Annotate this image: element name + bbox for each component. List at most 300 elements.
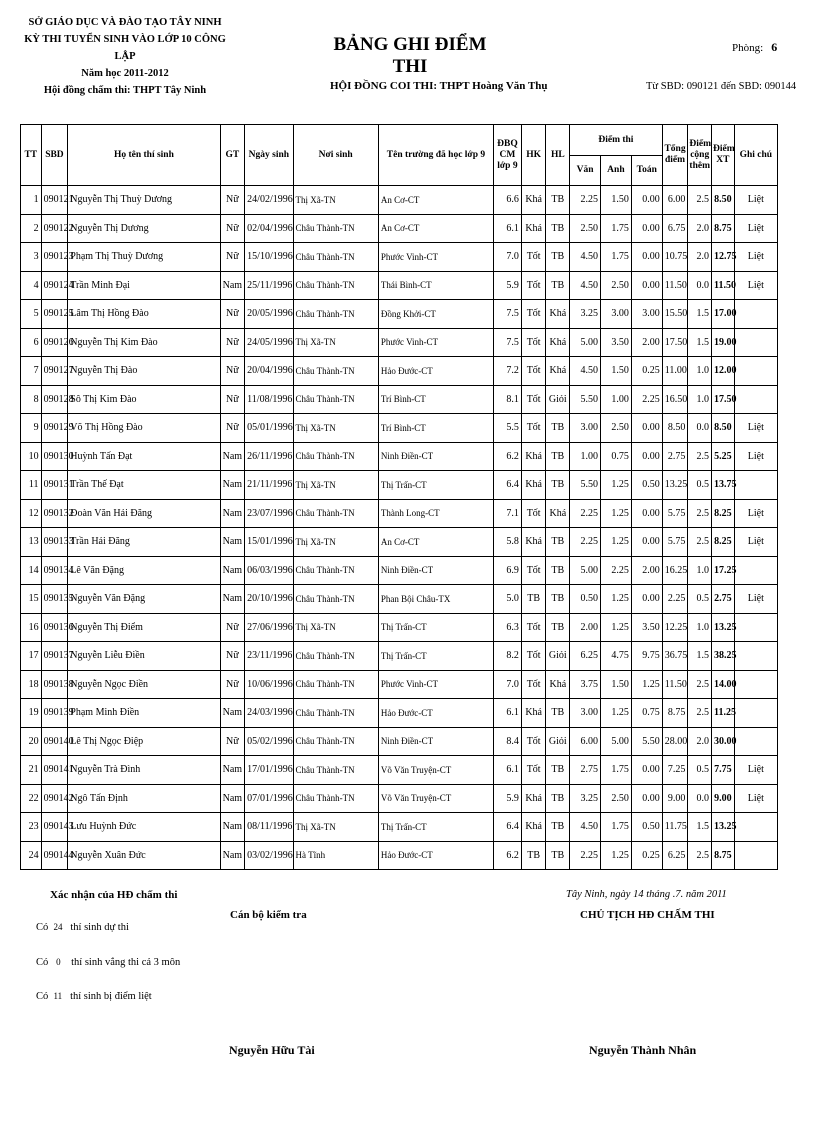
cell-note bbox=[734, 357, 777, 386]
cell-dob: 10/06/1996 bbox=[245, 670, 293, 699]
cell-dbq: 5.9 bbox=[494, 271, 522, 300]
cell-tong: 5.75 bbox=[662, 499, 688, 528]
cell-sbd: 090130 bbox=[41, 442, 68, 471]
cell-toan: 3.00 bbox=[631, 300, 662, 329]
cell-dbq: 7.0 bbox=[494, 243, 522, 272]
cell-van: 4.50 bbox=[570, 813, 601, 842]
cell-sbd: 090135 bbox=[41, 585, 68, 614]
table-row bbox=[21, 300, 778, 329]
cell-name: Trần Minh Đại bbox=[68, 271, 220, 300]
cell-sbd: 090134 bbox=[41, 556, 68, 585]
table-row bbox=[21, 528, 778, 557]
cell-dbq: 6.4 bbox=[494, 471, 522, 500]
table-row bbox=[21, 813, 778, 842]
cell-hl: TB bbox=[546, 442, 570, 471]
table-row bbox=[21, 756, 778, 785]
cell-name: Trần Hải Đăng bbox=[68, 528, 220, 557]
cell-gt: Nam bbox=[220, 699, 245, 728]
cell-anh: 3.00 bbox=[600, 300, 631, 329]
cell-name: Nguyễn Thị Thuỳ Dương bbox=[68, 186, 220, 215]
cell-name: Nguyễn Xuân Đức bbox=[68, 841, 220, 870]
cell-dbq: 6.1 bbox=[494, 756, 522, 785]
cell-gt: Nữ bbox=[220, 613, 245, 642]
stat-line-failed: Có 11 thí sinh bị điểm liệt bbox=[36, 991, 152, 1002]
cell-toan: 0.00 bbox=[631, 186, 662, 215]
cell-cong: 1.0 bbox=[688, 613, 712, 642]
cell-cong: 0.5 bbox=[688, 471, 712, 500]
chair-name: Nguyễn Thành Nhân bbox=[589, 1043, 697, 1057]
table-row bbox=[21, 385, 778, 414]
cell-van: 1.00 bbox=[570, 442, 601, 471]
cell-school: Thị Trấn-CT bbox=[378, 642, 493, 671]
cell-gt: Nữ bbox=[220, 727, 245, 756]
cell-gt: Nam bbox=[220, 585, 245, 614]
cell-sbd: 090121 bbox=[41, 186, 68, 215]
cell-sbd: 090139 bbox=[41, 699, 68, 728]
cell-tong: 15.50 bbox=[662, 300, 688, 329]
col-tt: TT bbox=[21, 125, 42, 186]
cell-gt: Nam bbox=[220, 841, 245, 870]
cell-dob: 07/01/1996 bbox=[245, 784, 293, 813]
cell-note bbox=[734, 613, 777, 642]
cell-name: Nguyễn Thị Đào bbox=[68, 357, 220, 386]
cell-hk: Tốt bbox=[521, 328, 546, 357]
cell-pob: Thị Xã-TN bbox=[293, 813, 378, 842]
cell-dob: 11/08/1996 bbox=[245, 385, 293, 414]
cell-dbq: 6.1 bbox=[494, 214, 522, 243]
col-anh: Anh bbox=[600, 156, 631, 186]
cell-school: Thị Trấn-CT bbox=[378, 613, 493, 642]
cell-school: An Cơ-CT bbox=[378, 528, 493, 557]
cell-pob: Châu Thành-TN bbox=[293, 756, 378, 785]
exam-name: KỲ THI TUYỂN SINH VÀO LỚP 10 CÔNG LẬP bbox=[24, 34, 226, 62]
cell-dbq: 6.3 bbox=[494, 613, 522, 642]
cell-van: 0.50 bbox=[570, 585, 601, 614]
cell-hl: TB bbox=[546, 528, 570, 557]
cell-xt: 17.25 bbox=[712, 556, 735, 585]
cell-school: An Cơ-CT bbox=[378, 186, 493, 215]
cell-note bbox=[734, 727, 777, 756]
table-row bbox=[21, 699, 778, 728]
cell-name: Nguyễn Văn Đặng bbox=[68, 585, 220, 614]
col-toan: Toán bbox=[631, 156, 662, 186]
col-dbq: ĐBQ CM lớp 9 bbox=[494, 125, 522, 186]
cell-van: 3.25 bbox=[570, 784, 601, 813]
cell-toan: 2.00 bbox=[631, 556, 662, 585]
cell-note: Liệt bbox=[734, 528, 777, 557]
cell-cong: 2.5 bbox=[688, 186, 712, 215]
room-number bbox=[732, 40, 777, 55]
cell-gt: Nữ bbox=[220, 642, 245, 671]
department-name: SỞ GIÁO DỤC VÀ ĐÀO TẠO TÂY NINH bbox=[28, 17, 222, 28]
cell-gt: Nam bbox=[220, 528, 245, 557]
cell-toan: 0.00 bbox=[631, 243, 662, 272]
cell-xt: 11.50 bbox=[712, 271, 735, 300]
cell-cong: 0.5 bbox=[688, 756, 712, 785]
cell-van: 4.50 bbox=[570, 271, 601, 300]
col-scores-group: Điểm thi bbox=[570, 125, 663, 156]
cell-hk: Khá bbox=[521, 813, 546, 842]
cell-van: 5.00 bbox=[570, 556, 601, 585]
cell-name: Nguyễn Thị Điểm bbox=[68, 613, 220, 642]
cell-cong: 1.0 bbox=[688, 556, 712, 585]
cell-sbd: 090137 bbox=[41, 642, 68, 671]
cell-hl: TB bbox=[546, 585, 570, 614]
cell-school: Thái Bình-CT bbox=[378, 271, 493, 300]
col-tong: Tổng điểm bbox=[662, 125, 688, 186]
cell-sbd: 090122 bbox=[41, 214, 68, 243]
cell-hl: TB bbox=[546, 471, 570, 500]
cell-school: Hảo Đước-CT bbox=[378, 841, 493, 870]
page-title: BẢNG GHI ĐIỂM THI bbox=[333, 34, 487, 77]
cell-tt: 11 bbox=[21, 471, 42, 500]
cell-dob: 23/11/1996 bbox=[245, 642, 293, 671]
cell-tt: 14 bbox=[21, 556, 42, 585]
cell-dbq: 5.8 bbox=[494, 528, 522, 557]
chair-title: CHỦ TỊCH HĐ CHẤM THI bbox=[580, 909, 715, 921]
cell-tong: 11.00 bbox=[662, 357, 688, 386]
cell-hl: TB bbox=[546, 613, 570, 642]
cell-dob: 15/10/1996 bbox=[245, 243, 293, 272]
cell-dbq: 7.2 bbox=[494, 357, 522, 386]
col-pob: Nơi sinh bbox=[293, 125, 378, 186]
cell-hk: Tốt bbox=[521, 642, 546, 671]
cell-tong: 9.00 bbox=[662, 784, 688, 813]
cell-gt: Nữ bbox=[220, 328, 245, 357]
cell-hk: Tốt bbox=[521, 613, 546, 642]
cell-school: Võ Văn Truyện-CT bbox=[378, 784, 493, 813]
cell-van: 6.25 bbox=[570, 642, 601, 671]
cell-xt: 2.75 bbox=[712, 585, 735, 614]
cell-hk: Khá bbox=[521, 214, 546, 243]
cell-tong: 12.25 bbox=[662, 613, 688, 642]
cell-toan: 0.00 bbox=[631, 271, 662, 300]
table-row bbox=[21, 357, 778, 386]
cell-hk: Khá bbox=[521, 699, 546, 728]
cell-name: Nguyễn Liễu Điền bbox=[68, 642, 220, 671]
cell-anh: 1.25 bbox=[600, 585, 631, 614]
cell-toan: 0.50 bbox=[631, 813, 662, 842]
stat-line-candidates: Có 24 thí sinh dự thi bbox=[36, 922, 129, 933]
cell-pob: Châu Thành-TN bbox=[293, 670, 378, 699]
cell-pob: Châu Thành-TN bbox=[293, 784, 378, 813]
cell-gt: Nam bbox=[220, 471, 245, 500]
cell-tt: 18 bbox=[21, 670, 42, 699]
cell-hk: TB bbox=[521, 841, 546, 870]
cell-xt: 8.75 bbox=[712, 214, 735, 243]
table-row bbox=[21, 442, 778, 471]
cell-van: 2.00 bbox=[570, 613, 601, 642]
cell-anh: 1.25 bbox=[600, 499, 631, 528]
cell-xt: 12.75 bbox=[712, 243, 735, 272]
cell-tt: 19 bbox=[21, 699, 42, 728]
cell-cong: 2.0 bbox=[688, 214, 712, 243]
cell-tong: 36.75 bbox=[662, 642, 688, 671]
cell-tong: 16.50 bbox=[662, 385, 688, 414]
cell-dob: 20/04/1996 bbox=[245, 357, 293, 386]
cell-school: Thị Trấn-CT bbox=[378, 813, 493, 842]
cell-gt: Nữ bbox=[220, 214, 245, 243]
cell-pob: Châu Thành-TN bbox=[293, 442, 378, 471]
cell-tt: 23 bbox=[21, 813, 42, 842]
cell-tong: 8.50 bbox=[662, 414, 688, 443]
cell-school: Hảo Đước-CT bbox=[378, 357, 493, 386]
cell-anh: 1.50 bbox=[600, 670, 631, 699]
cell-note bbox=[734, 328, 777, 357]
cell-tong: 17.50 bbox=[662, 328, 688, 357]
col-hk: HK bbox=[521, 125, 546, 186]
cell-anh: 1.75 bbox=[600, 813, 631, 842]
cell-xt: 13.75 bbox=[712, 471, 735, 500]
cell-hk: Tốt bbox=[521, 385, 546, 414]
cell-xt: 5.25 bbox=[712, 442, 735, 471]
col-gt: GT bbox=[220, 125, 245, 186]
cell-school: Ninh Điền-CT bbox=[378, 556, 493, 585]
cell-note bbox=[734, 471, 777, 500]
cell-van: 3.00 bbox=[570, 414, 601, 443]
cell-tong: 2.25 bbox=[662, 585, 688, 614]
cell-name: Lâm Thị Hồng Đào bbox=[68, 300, 220, 329]
cell-pob: Châu Thành-TN bbox=[293, 300, 378, 329]
col-van: Văn bbox=[570, 156, 601, 186]
cell-sbd: 090132 bbox=[41, 499, 68, 528]
cell-van: 3.00 bbox=[570, 699, 601, 728]
cell-hk: Khá bbox=[521, 186, 546, 215]
cell-van: 2.25 bbox=[570, 841, 601, 870]
cell-tong: 6.25 bbox=[662, 841, 688, 870]
cell-tong: 7.25 bbox=[662, 756, 688, 785]
cell-hl: TB bbox=[546, 841, 570, 870]
cell-school: Thành Long-CT bbox=[378, 499, 493, 528]
cell-cong: 1.5 bbox=[688, 328, 712, 357]
cell-dbq: 8.2 bbox=[494, 642, 522, 671]
cell-dbq: 8.1 bbox=[494, 385, 522, 414]
cell-note bbox=[734, 670, 777, 699]
cell-toan: 1.25 bbox=[631, 670, 662, 699]
cell-tt: 7 bbox=[21, 357, 42, 386]
cell-xt: 12.00 bbox=[712, 357, 735, 386]
table-row bbox=[21, 414, 778, 443]
table-row bbox=[21, 271, 778, 300]
sign-date: Tây Ninh, ngày 14 tháng .7. năm 2011 bbox=[566, 889, 727, 900]
cell-toan: 0.00 bbox=[631, 756, 662, 785]
cell-note: Liệt bbox=[734, 442, 777, 471]
col-dob: Ngày sinh bbox=[245, 125, 293, 186]
table-row bbox=[21, 214, 778, 243]
cell-name: Phạm Thị Thuỳ Dương bbox=[68, 243, 220, 272]
cell-toan: 2.00 bbox=[631, 328, 662, 357]
proctor-council: HỘI ĐỒNG COI THI: THPT Hoàng Văn Thụ bbox=[330, 80, 548, 92]
cell-anh: 2.50 bbox=[600, 414, 631, 443]
cell-sbd: 090123 bbox=[41, 243, 68, 272]
cell-tt: 2 bbox=[21, 214, 42, 243]
cell-xt: 9.00 bbox=[712, 784, 735, 813]
cell-cong: 1.5 bbox=[688, 642, 712, 671]
cell-sbd: 090142 bbox=[41, 784, 68, 813]
cell-school: Phước Vinh-CT bbox=[378, 243, 493, 272]
cell-tt: 15 bbox=[21, 585, 42, 614]
header-left-block bbox=[20, 14, 230, 99]
cell-toan: 0.75 bbox=[631, 699, 662, 728]
cell-hl: Khá bbox=[546, 328, 570, 357]
cell-dob: 27/06/1996 bbox=[245, 613, 293, 642]
cell-hl: TB bbox=[546, 414, 570, 443]
cell-hl: Giỏi bbox=[546, 727, 570, 756]
cell-name: Nguyễn Ngọc Điền bbox=[68, 670, 220, 699]
cell-cong: 2.5 bbox=[688, 699, 712, 728]
cell-xt: 14.00 bbox=[712, 670, 735, 699]
cell-toan: 0.50 bbox=[631, 471, 662, 500]
cell-tong: 11.75 bbox=[662, 813, 688, 842]
cell-van: 3.75 bbox=[570, 670, 601, 699]
cell-tt: 24 bbox=[21, 841, 42, 870]
cell-anh: 4.75 bbox=[600, 642, 631, 671]
cell-sbd: 090141 bbox=[41, 756, 68, 785]
cell-note bbox=[734, 385, 777, 414]
table-row bbox=[21, 471, 778, 500]
table-row bbox=[21, 556, 778, 585]
cell-hk: Tốt bbox=[521, 357, 546, 386]
cell-hl: TB bbox=[546, 243, 570, 272]
cell-tt: 9 bbox=[21, 414, 42, 443]
cell-name: Võ Thị Hồng Đào bbox=[68, 414, 220, 443]
cell-hl: Khá bbox=[546, 499, 570, 528]
cell-pob: Châu Thành-TN bbox=[293, 243, 378, 272]
cell-anh: 1.75 bbox=[600, 214, 631, 243]
cell-toan: 9.75 bbox=[631, 642, 662, 671]
cell-toan: 0.00 bbox=[631, 442, 662, 471]
cell-cong: 2.0 bbox=[688, 727, 712, 756]
cell-hk: Tốt bbox=[521, 243, 546, 272]
cell-gt: Nữ bbox=[220, 670, 245, 699]
cell-dbq: 6.4 bbox=[494, 813, 522, 842]
cell-dbq: 7.0 bbox=[494, 670, 522, 699]
cell-sbd: 090129 bbox=[41, 414, 68, 443]
cell-toan: 0.00 bbox=[631, 499, 662, 528]
cell-hk: Tốt bbox=[521, 499, 546, 528]
cell-pob: Thị Xã-TN bbox=[293, 471, 378, 500]
cell-school: Thị Trấn-CT bbox=[378, 471, 493, 500]
cell-toan: 0.25 bbox=[631, 841, 662, 870]
cell-dbq: 5.5 bbox=[494, 414, 522, 443]
cell-dob: 24/05/1996 bbox=[245, 328, 293, 357]
cell-sbd: 090138 bbox=[41, 670, 68, 699]
cell-van: 2.50 bbox=[570, 214, 601, 243]
cell-dbq: 5.0 bbox=[494, 585, 522, 614]
cell-anh: 1.25 bbox=[600, 471, 631, 500]
cell-gt: Nam bbox=[220, 442, 245, 471]
sbd-range: Từ SBD: 090121 đến SBD: 090144 bbox=[646, 81, 797, 92]
cell-hk: Tốt bbox=[521, 271, 546, 300]
cell-hk: Tốt bbox=[521, 727, 546, 756]
cell-tt: 21 bbox=[21, 756, 42, 785]
cell-name: Trần Thế Đạt bbox=[68, 471, 220, 500]
cell-hl: TB bbox=[546, 699, 570, 728]
cell-pob: Châu Thành-TN bbox=[293, 727, 378, 756]
cell-name: Nguyễn Thị Dương bbox=[68, 214, 220, 243]
cell-dob: 20/10/1996 bbox=[245, 585, 293, 614]
cell-van: 5.50 bbox=[570, 471, 601, 500]
cell-note bbox=[734, 841, 777, 870]
table-row bbox=[21, 727, 778, 756]
cell-toan: 0.00 bbox=[631, 528, 662, 557]
cell-sbd: 090144 bbox=[41, 841, 68, 870]
cell-pob: Thị Xã-TN bbox=[293, 528, 378, 557]
cell-note: Liệt bbox=[734, 186, 777, 215]
cell-cong: 2.0 bbox=[688, 243, 712, 272]
cell-tong: 10.75 bbox=[662, 243, 688, 272]
cell-xt: 8.25 bbox=[712, 499, 735, 528]
cell-dob: 05/01/1996 bbox=[245, 414, 293, 443]
cell-anh: 2.50 bbox=[600, 271, 631, 300]
cell-name: Ngô Tấn Định bbox=[68, 784, 220, 813]
cell-xt: 38.25 bbox=[712, 642, 735, 671]
cell-toan: 0.00 bbox=[631, 214, 662, 243]
cell-pob: Châu Thành-TN bbox=[293, 499, 378, 528]
cell-cong: 2.5 bbox=[688, 499, 712, 528]
confirm-title: Xác nhận của HĐ chấm thi bbox=[50, 889, 178, 901]
cell-gt: Nữ bbox=[220, 414, 245, 443]
cell-dob: 21/11/1996 bbox=[245, 471, 293, 500]
cell-note bbox=[734, 813, 777, 842]
cell-name: Phạm Minh Điền bbox=[68, 699, 220, 728]
cell-gt: Nam bbox=[220, 556, 245, 585]
cell-van: 2.25 bbox=[570, 528, 601, 557]
table-row bbox=[21, 243, 778, 272]
cell-dob: 26/11/1996 bbox=[245, 442, 293, 471]
cell-van: 6.00 bbox=[570, 727, 601, 756]
cell-tt: 8 bbox=[21, 385, 42, 414]
cell-note: Liệt bbox=[734, 214, 777, 243]
cell-anh: 1.75 bbox=[600, 756, 631, 785]
cell-school: Phước Vinh-CT bbox=[378, 670, 493, 699]
cell-school: Trí Bình-CT bbox=[378, 385, 493, 414]
cell-gt: Nam bbox=[220, 784, 245, 813]
cell-xt: 19.00 bbox=[712, 328, 735, 357]
cell-tong: 28.00 bbox=[662, 727, 688, 756]
col-sbd: SBD bbox=[41, 125, 68, 186]
cell-dbq: 6.2 bbox=[494, 841, 522, 870]
cell-dob: 23/07/1996 bbox=[245, 499, 293, 528]
cell-xt: 13.25 bbox=[712, 813, 735, 842]
cell-pob: Thị Xã-TN bbox=[293, 186, 378, 215]
cell-dob: 06/03/1996 bbox=[245, 556, 293, 585]
cell-xt: 17.50 bbox=[712, 385, 735, 414]
cell-school: Trí Bình-CT bbox=[378, 414, 493, 443]
cell-name: Lê Văn Đặng bbox=[68, 556, 220, 585]
cell-dbq: 6.9 bbox=[494, 556, 522, 585]
col-hl: HL bbox=[546, 125, 570, 186]
cell-pob: Thị Xã-TN bbox=[293, 613, 378, 642]
cell-tt: 5 bbox=[21, 300, 42, 329]
cell-pob: Châu Thành-TN bbox=[293, 699, 378, 728]
cell-hl: Khá bbox=[546, 300, 570, 329]
cell-anh: 1.50 bbox=[600, 357, 631, 386]
cell-note bbox=[734, 300, 777, 329]
cell-pob: Châu Thành-TN bbox=[293, 385, 378, 414]
cell-toan: 5.50 bbox=[631, 727, 662, 756]
cell-dbq: 7.5 bbox=[494, 300, 522, 329]
cell-toan: 3.50 bbox=[631, 613, 662, 642]
cell-tt: 17 bbox=[21, 642, 42, 671]
cell-sbd: 090136 bbox=[41, 613, 68, 642]
cell-toan: 0.25 bbox=[631, 357, 662, 386]
cell-xt: 30.00 bbox=[712, 727, 735, 756]
cell-note bbox=[734, 556, 777, 585]
cell-hk: Khá bbox=[521, 528, 546, 557]
cell-gt: Nữ bbox=[220, 300, 245, 329]
cell-anh: 2.50 bbox=[600, 784, 631, 813]
